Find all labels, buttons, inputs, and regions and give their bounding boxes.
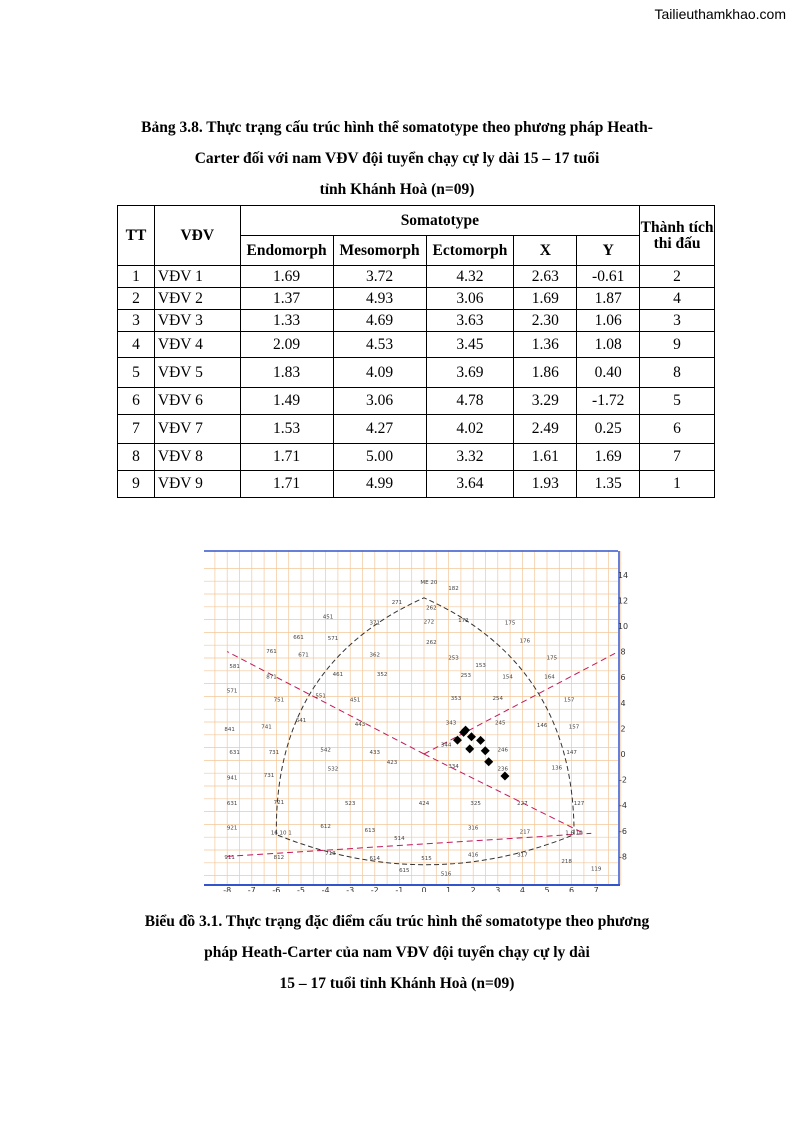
somatotype-label: 615 bbox=[399, 867, 410, 874]
somatotype-label: 613 bbox=[364, 828, 376, 835]
somatotype-label: 245 bbox=[495, 720, 506, 727]
somatotype-label: 262 bbox=[426, 639, 437, 646]
cell-ectomorph: 3.45 bbox=[426, 332, 514, 358]
somatotype-label: 631 bbox=[226, 801, 238, 808]
x-tick-label: -3 bbox=[346, 886, 355, 892]
somatotype-label: 761 bbox=[266, 648, 277, 655]
cell-mesomorph: 4.93 bbox=[333, 288, 426, 310]
cell-tt: 6 bbox=[118, 388, 155, 415]
x-tick-label: 7 bbox=[593, 886, 599, 892]
somatotype-label: 433 bbox=[369, 750, 381, 756]
cell-result: 3 bbox=[640, 310, 715, 332]
cell-tt: 4 bbox=[118, 332, 155, 358]
somatotype-label: 661 bbox=[293, 634, 304, 641]
x-tick-label: -7 bbox=[247, 886, 256, 892]
cell-endomorph: 1.49 bbox=[240, 388, 333, 415]
somatotype-label: 316 bbox=[467, 825, 479, 832]
cell-athlete: VĐV 9 bbox=[154, 471, 240, 498]
somatotype-label: 353 bbox=[450, 696, 462, 703]
cell-result: 8 bbox=[640, 358, 715, 388]
cell-x: 1.61 bbox=[514, 444, 577, 471]
somatotype-label: 423 bbox=[386, 760, 398, 767]
x-tick-label: -4 bbox=[321, 886, 330, 892]
y-tick-label: -6 bbox=[619, 826, 627, 836]
y-tick-label: 4 bbox=[620, 698, 626, 708]
table-caption bbox=[0, 112, 794, 205]
somatotype-label: 424 bbox=[418, 801, 430, 808]
somatotype-label: 176 bbox=[519, 638, 531, 645]
x-tick-label: -2 bbox=[370, 886, 379, 892]
somatotype-label: 253 bbox=[460, 673, 472, 680]
cell-mesomorph: 4.99 bbox=[333, 471, 426, 498]
somatotype-label: 325 bbox=[470, 801, 481, 808]
cell-athlete: VĐV 1 bbox=[154, 266, 240, 288]
somatotype-label: 157 bbox=[568, 724, 580, 731]
y-tick-label: -2 bbox=[619, 775, 627, 785]
somatotype-label: 334 bbox=[448, 764, 459, 771]
y-tick-label: 10 bbox=[617, 622, 628, 631]
table-row bbox=[118, 471, 715, 498]
table-row bbox=[118, 266, 715, 288]
cell-endomorph: 1.71 bbox=[240, 471, 333, 498]
somatotype-label: 262 bbox=[426, 605, 437, 612]
cell-athlete: VĐV 5 bbox=[154, 358, 240, 388]
somatotype-label: 612 bbox=[320, 824, 331, 831]
header-ectomorph: Ectomorph bbox=[426, 236, 514, 266]
cell-x: 1.36 bbox=[514, 332, 577, 358]
cell-x: 3.29 bbox=[514, 388, 577, 415]
y-tick-label: 6 bbox=[620, 673, 626, 683]
somatotype-label: 147 bbox=[566, 750, 577, 756]
somatotype-label: 641 bbox=[295, 718, 307, 724]
somatotype-label: 571 bbox=[226, 688, 238, 695]
somatotype-label: 631 bbox=[229, 750, 240, 756]
header-endomorph: Endomorph bbox=[240, 236, 333, 266]
x-tick-label: 1 bbox=[446, 886, 452, 892]
somatotype-label: 451 bbox=[349, 697, 361, 704]
reference-line-mesomorph bbox=[424, 652, 618, 754]
cell-ectomorph: 3.64 bbox=[426, 471, 514, 498]
table-row bbox=[118, 310, 715, 332]
cell-ectomorph: 3.06 bbox=[426, 288, 514, 310]
somatotype-label: 721 bbox=[273, 799, 285, 806]
somatotype-label: 551 bbox=[315, 693, 326, 700]
somatotype-label: 921 bbox=[226, 825, 238, 832]
cell-tt: 2 bbox=[118, 288, 155, 310]
somatotype-label: 344 bbox=[440, 742, 452, 749]
figure-caption-line-3: 15 – 17 tuổi tỉnh Khánh Hoà (n=09) bbox=[279, 975, 515, 992]
x-tick-label: 4 bbox=[519, 886, 525, 892]
cell-tt: 5 bbox=[118, 358, 155, 388]
somatotype-label: 443 bbox=[354, 721, 366, 728]
figure-caption-line-2: pháp Heath-Carter của nam VĐV đội tuyển chạy cự ly dài bbox=[204, 944, 590, 961]
somatotype-label: 175 bbox=[546, 655, 558, 662]
x-tick-label: 6 bbox=[569, 886, 575, 892]
cell-mesomorph: 3.72 bbox=[333, 266, 426, 288]
somatotype-label: 731 bbox=[268, 750, 280, 756]
somatotype-label: 581 bbox=[229, 664, 240, 671]
somatotype-label: 416 bbox=[467, 852, 479, 859]
cell-result: 6 bbox=[640, 415, 715, 444]
cell-mesomorph: 5.00 bbox=[333, 444, 426, 471]
cell-result: 9 bbox=[640, 332, 715, 358]
data-point bbox=[476, 736, 485, 745]
cell-ectomorph: 3.69 bbox=[426, 358, 514, 388]
somatotype-label: 614 bbox=[369, 856, 381, 863]
header-tt: TT bbox=[118, 206, 155, 266]
cell-tt: 1 bbox=[118, 266, 155, 288]
table-row bbox=[118, 288, 715, 310]
somatotype-label: 157 bbox=[563, 697, 575, 704]
cell-mesomorph: 3.06 bbox=[333, 388, 426, 415]
somatotype-label: 571 bbox=[327, 636, 339, 643]
somatotype-label: 136 bbox=[551, 765, 563, 772]
cell-x: 1.86 bbox=[514, 358, 577, 388]
somatotype-label: 271 bbox=[391, 600, 403, 607]
somatotype-label: 175 bbox=[504, 620, 516, 627]
header-vdv: VĐV bbox=[154, 206, 240, 266]
x-tick-label: 3 bbox=[495, 886, 501, 892]
somatotype-label: 146 bbox=[536, 723, 548, 730]
somatotype-label: 515 bbox=[421, 856, 432, 863]
cell-endomorph: 1.33 bbox=[240, 310, 333, 332]
cell-y: 0.40 bbox=[577, 358, 640, 388]
table-caption-line-3: tỉnh Khánh Hoà (n=09) bbox=[319, 181, 475, 198]
cell-result: 7 bbox=[640, 444, 715, 471]
somatotype-label: 841 bbox=[224, 726, 235, 733]
figure-caption bbox=[0, 906, 794, 999]
somatotype-label: 218 bbox=[561, 858, 572, 865]
somatotype-label: 362 bbox=[369, 652, 381, 659]
cell-y: 1.87 bbox=[577, 288, 640, 310]
cell-result: 5 bbox=[640, 388, 715, 415]
somatotype-label: 514 bbox=[394, 835, 405, 842]
cell-endomorph: 1.53 bbox=[240, 415, 333, 444]
somatochart bbox=[204, 549, 628, 892]
somatotype-label: 741 bbox=[261, 724, 272, 731]
table-caption-line-2: Carter đối với nam VĐV đội tuyển chạy cự ly dài 15 – 17 tuổi bbox=[194, 150, 600, 167]
cell-x: 2.49 bbox=[514, 415, 577, 444]
cell-tt: 8 bbox=[118, 444, 155, 471]
somatotype-label: 542 bbox=[320, 747, 331, 754]
somatotype-label: 153 bbox=[475, 662, 486, 669]
somatotype-label: 516 bbox=[440, 871, 452, 878]
somatotype-label: 272 bbox=[423, 619, 435, 626]
y-tick-label: 12 bbox=[617, 596, 628, 606]
somatotype-label: 236 bbox=[497, 766, 508, 773]
cell-x: 1.69 bbox=[514, 288, 577, 310]
somatotype-label: 317 bbox=[517, 852, 528, 859]
somatotype-label: 451 bbox=[322, 614, 334, 621]
cell-endomorph: 1.69 bbox=[240, 266, 333, 288]
somatotype-label: 127 bbox=[573, 801, 585, 808]
cell-athlete: VĐV 8 bbox=[154, 444, 240, 471]
cell-ectomorph: 3.32 bbox=[426, 444, 514, 471]
cell-tt: 9 bbox=[118, 471, 155, 498]
somatotype-label: 731 bbox=[263, 773, 275, 780]
cell-athlete: VĐV 7 bbox=[154, 415, 240, 444]
somatotype-label: 871 bbox=[266, 674, 277, 681]
somatotype-label: 217 bbox=[519, 829, 531, 836]
cell-ectomorph: 3.63 bbox=[426, 310, 514, 332]
cell-y: 1.06 bbox=[577, 310, 640, 332]
x-tick-label: -8 bbox=[223, 886, 232, 892]
cell-athlete: VĐV 4 bbox=[154, 332, 240, 358]
y-tick-label: 8 bbox=[620, 647, 626, 657]
somatotype-label: 16 10 1 bbox=[270, 830, 292, 837]
somatotype-label: 911 bbox=[224, 854, 235, 861]
table-row bbox=[118, 358, 715, 388]
x-tick-label: -5 bbox=[297, 886, 305, 892]
somatotype-label: 941 bbox=[226, 775, 238, 782]
header-x: X bbox=[514, 236, 577, 266]
cell-ectomorph: 4.02 bbox=[426, 415, 514, 444]
somatotype-label: 154 bbox=[502, 674, 513, 681]
x-tick-label: 2 bbox=[470, 886, 476, 892]
header-somatotype: Somatotype bbox=[240, 206, 639, 236]
header-result: Thành tích thi đấu bbox=[640, 206, 715, 266]
y-tick-label: 2 bbox=[620, 724, 626, 734]
somatotype-label: ME 20 bbox=[420, 579, 438, 586]
header-mesomorph: Mesomorph bbox=[333, 236, 426, 266]
somatotype-label: 172 bbox=[458, 618, 469, 625]
somatotype-label: 371 bbox=[369, 620, 381, 627]
somatotype-label: 751 bbox=[273, 697, 285, 704]
cell-endomorph: 1.83 bbox=[240, 358, 333, 388]
data-point bbox=[467, 732, 476, 741]
somatotype-label: 713 bbox=[325, 851, 336, 858]
somatotype-label: 352 bbox=[376, 671, 388, 678]
cell-result: 4 bbox=[640, 288, 715, 310]
watermark: Tailieuthamkhao.com bbox=[654, 6, 786, 22]
y-tick-label: 14 bbox=[617, 570, 628, 580]
somatotype-label: 246 bbox=[497, 747, 508, 754]
cell-y: -1.72 bbox=[577, 388, 640, 415]
somatotype-label: 119 bbox=[590, 866, 602, 873]
cell-y: 1.08 bbox=[577, 332, 640, 358]
cell-y: 0.25 bbox=[577, 415, 640, 444]
somatotype-table bbox=[117, 205, 715, 498]
somatotype-label: 461 bbox=[332, 671, 344, 678]
y-tick-label: 0 bbox=[620, 750, 626, 759]
cell-y: -0.61 bbox=[577, 266, 640, 288]
table-row bbox=[118, 415, 715, 444]
cell-tt: 3 bbox=[118, 310, 155, 332]
somatotype-label: 164 bbox=[544, 674, 555, 681]
cell-mesomorph: 4.53 bbox=[333, 332, 426, 358]
somatotype-label: 812 bbox=[273, 854, 285, 861]
somatotype-label: 343 bbox=[445, 720, 457, 727]
cell-ectomorph: 4.32 bbox=[426, 266, 514, 288]
cell-endomorph: 2.09 bbox=[240, 332, 333, 358]
x-tick-label: 0 bbox=[421, 886, 427, 892]
cell-athlete: VĐV 6 bbox=[154, 388, 240, 415]
cell-endomorph: 1.37 bbox=[240, 288, 333, 310]
somatotype-label: 671 bbox=[298, 652, 309, 659]
cell-x: 1.93 bbox=[514, 471, 577, 498]
somatotype-label: 1 6 10 bbox=[565, 830, 583, 837]
table-row bbox=[118, 332, 715, 358]
cell-endomorph: 1.71 bbox=[240, 444, 333, 471]
x-tick-label: -1 bbox=[395, 886, 404, 892]
cell-mesomorph: 4.27 bbox=[333, 415, 426, 444]
cell-mesomorph: 4.69 bbox=[333, 310, 426, 332]
cell-y: 1.35 bbox=[577, 471, 640, 498]
cell-tt: 7 bbox=[118, 415, 155, 444]
cell-result: 2 bbox=[640, 266, 715, 288]
cell-result: 1 bbox=[640, 471, 715, 498]
somatotype-label: 253 bbox=[448, 655, 459, 662]
figure-caption-line-1: Biểu đồ 3.1. Thực trạng đặc điểm cấu trúc hình thể somatotype theo phương bbox=[144, 913, 650, 930]
table-row bbox=[118, 444, 715, 471]
table-row bbox=[118, 388, 715, 415]
cell-mesomorph: 4.09 bbox=[333, 358, 426, 388]
y-tick-label: -4 bbox=[619, 801, 627, 811]
somatotype-label: 532 bbox=[327, 766, 339, 773]
cell-x: 2.63 bbox=[514, 266, 577, 288]
table-caption-line-1: Bảng 3.8. Thực trạng cấu trúc hình thể somatotype theo phương pháp Heath- bbox=[141, 119, 653, 136]
cell-athlete: VĐV 3 bbox=[154, 310, 240, 332]
somatotype-label: 523 bbox=[344, 801, 356, 808]
somatotype-label: 182 bbox=[448, 586, 459, 593]
y-tick-label: -8 bbox=[619, 852, 627, 862]
somatotype-label: 254 bbox=[492, 696, 504, 703]
header-y: Y bbox=[577, 236, 640, 266]
cell-y: 1.69 bbox=[577, 444, 640, 471]
somatochart-svg bbox=[204, 549, 628, 892]
x-tick-label: 5 bbox=[544, 886, 550, 892]
somatotype-label: 227 bbox=[517, 801, 528, 808]
cell-athlete: VĐV 2 bbox=[154, 288, 240, 310]
x-tick-label: -6 bbox=[272, 886, 281, 892]
cell-ectomorph: 4.78 bbox=[426, 388, 514, 415]
cell-x: 2.30 bbox=[514, 310, 577, 332]
